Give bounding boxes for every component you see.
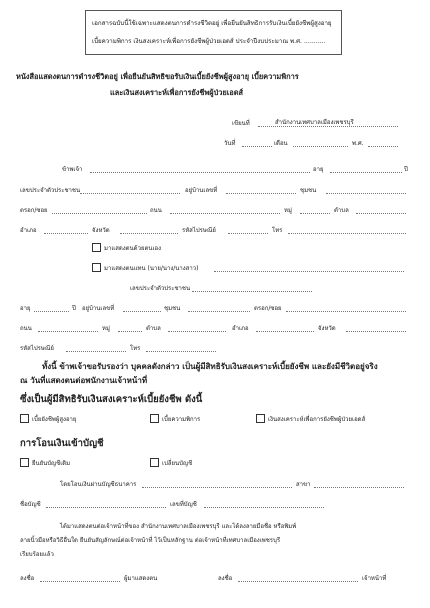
province-line (120, 233, 178, 234)
proxy-postcode-label: รหัสไปรษณีย์ (20, 345, 54, 352)
district-line (44, 233, 88, 234)
closing-line-2: ลายนิ้วมือหรือวิธีอื่นใด ยืนยันสัญลักษณ์ต่อเจ้าหน้าที่ ไว้เป็นหลักฐาน ต่อเจ้าหน้าที่เทศบาลเมืองเพชรบุรี (20, 537, 281, 544)
elderly-label: เบี้ยยังชีพผู้สูงอายุ (32, 416, 77, 423)
name-line (90, 172, 310, 173)
proxy-subdistrict-line (168, 331, 226, 332)
proxy-district-label: อำเภอ (232, 325, 249, 332)
proxy-alley-line (286, 311, 406, 312)
id-label: เลขประจำตัวประชาชน (20, 187, 81, 194)
proxy-road-label: ถนน (20, 325, 32, 332)
month-line (293, 146, 348, 147)
subdistrict-label: ตำบล (334, 207, 349, 214)
month-label: เดือน (274, 140, 288, 147)
title-line-1: หนังสือแสดงตนการดำรงชีวิตอยู่ เพื่อยืนยันสิทธิขอรับเงินเบี้ยยังชีพผู้สูงอายุ เบี้ยความพิการ (16, 72, 299, 81)
self-checkbox[interactable] (92, 243, 101, 252)
self-label: มาแสดงตนด้วยตนเอง (104, 245, 162, 252)
change-account-label: เปลี่ยนบัญชี (162, 460, 193, 467)
proxy-postcode-line (66, 351, 126, 352)
title-line-2: และเงินสงเคราะห์เพื่อการยังชีพผู้ป่วยเอดส์ (110, 88, 244, 97)
id-line (80, 193, 180, 194)
certify-line-2: ณ วันที่แสดงตนต่อพนักงานเจ้าหน้าที่ (20, 376, 148, 385)
signature-2-label: ลงชื่อ (218, 575, 233, 582)
proxy-moo-label: หมู่ (102, 325, 110, 332)
proxy-name-line (214, 271, 404, 272)
elderly-checkbox[interactable] (20, 414, 29, 423)
phone-label: โทร (272, 227, 283, 234)
proxy-alley-label: ตรอก/ซอย (254, 305, 282, 312)
road-line (170, 213, 280, 214)
proxy-house-label: อยู่บ้านเลขที่ (82, 305, 115, 312)
road-label: ถนน (150, 207, 162, 214)
disability-checkbox[interactable] (150, 414, 159, 423)
proxy-district-line (256, 331, 314, 332)
year-unit: ปี (404, 166, 408, 173)
signature-1-label: ลงชื่อ (20, 575, 35, 582)
proxy-year-label: ปี (72, 305, 76, 312)
account-no-line (204, 507, 324, 508)
branch-label: สาขา (296, 481, 311, 488)
account-no-label: เลขที่บัญชี (170, 501, 197, 508)
proxy-road-line (38, 331, 98, 332)
proxy-phone-label: โทร (130, 345, 141, 352)
proxy-community-line (188, 311, 250, 312)
date-line (242, 146, 272, 147)
year-label: พ.ศ. (352, 140, 364, 147)
postcode-line (228, 233, 268, 234)
proxy-id-label: เลขประจำตัวประชาชน (130, 285, 191, 292)
house-label: อยู่บ้านเลขที่ (185, 187, 218, 194)
year-line (368, 146, 398, 147)
signature-1-line (40, 581, 120, 582)
account-name-line (46, 507, 166, 508)
account-name-label: ชื่อบัญชี (20, 501, 41, 508)
date-label: วันที่ (224, 140, 236, 147)
age-label: อายุ (313, 166, 324, 173)
aids-checkbox[interactable] (256, 414, 265, 423)
notice-line-1: เอกสารฉบับนี้ใช้เฉพาะแสดงตนการดำรงชีวิตอยู่ เพื่อยืนยันสิทธิการรับเงินเบี้ยยังชีพผู้สูงอายุ (92, 20, 332, 27)
moo-label: หมู่ (284, 207, 292, 214)
change-account-checkbox[interactable] (150, 458, 159, 467)
write-at-label: เขียนที่ (232, 120, 250, 127)
confirm-account-checkbox[interactable] (20, 458, 29, 467)
province-label: จังหวัด (92, 227, 110, 234)
house-line (226, 193, 296, 194)
district-label: อำเภอ (20, 227, 37, 234)
proxy-subdistrict-label: ตำบล (146, 325, 161, 332)
notice-box (85, 10, 342, 55)
closing-line-1: ได้มาแสดงตนต่อเจ้าหน้าที่ของ สำนักงานเทศบาลเมืองเพชรบุรี และได้ลงลายมือชื่อ หรือพิมพ์ (60, 523, 297, 530)
confirm-account-label: ยืนยันบัญชีเดิม (32, 460, 71, 467)
disability-label: เบี้ยความพิการ (162, 416, 201, 423)
bank-label: โดยโอนเงินผ่านบัญชีธนาคาร (60, 481, 137, 488)
notice-line-2: เบี้ยความพิการ เงินสงเคราะห์เพื่อการยังชีพผู้ป่วยเอดส์ ประจำปีงบประมาณ พ.ศ. ........... (92, 38, 326, 45)
proxy-community-label: ชุมชน (164, 305, 181, 312)
bank-line (142, 487, 292, 488)
certify-line-1: ทั้งนี้ ข้าพเจ้าขอรับรองว่า บุคคลดังกล่าว เป็นผู้มีสิทธิรับเงินสงเคราะห์เบี้ยยังชีพ และยังมีชีวิตอยู่จริง (42, 362, 378, 371)
branch-line (314, 487, 404, 488)
postcode-label: รหัสไปรษณีย์ (182, 227, 216, 234)
proxy-checkbox[interactable] (92, 263, 101, 272)
write-at-value: สำนักงานเทศบาลเมืองเพชรบุรี (275, 119, 354, 126)
alley-line (52, 213, 147, 214)
signature-1-role: ผู้มาแสดงตน (124, 575, 158, 582)
aids-label: เงินสงเคราะห์เพื่อการยังชีพผู้ป่วยเอดส์ (268, 416, 366, 423)
transfer-heading: การโอนเงินเข้าบัญชี (20, 438, 104, 449)
signature-2-role: เจ้าหน้าที่ (362, 575, 387, 582)
proxy-house-line (123, 311, 161, 312)
proxy-age-label: อายุ (20, 305, 31, 312)
moo-line (300, 213, 330, 214)
proxy-phone-line (146, 351, 216, 352)
community-line (326, 193, 406, 194)
signature-2-line (238, 581, 358, 582)
proxy-moo-line (118, 331, 142, 332)
community-label: ชุมชน (300, 187, 317, 194)
proxy-id-line (192, 291, 312, 292)
age-line (330, 172, 402, 173)
proxy-province-label: จังหวัด (318, 325, 336, 332)
proxy-label: มาแสดงตนแทน (นาย/นาง/นางสาว) (104, 265, 199, 272)
subdistrict-line (356, 213, 406, 214)
benefits-heading: ซึ่งเป็นผู้มีสิทธิรับเงินสงเคราะห์เบี้ยยังชีพ ดังนี้ (20, 394, 203, 405)
name-label: ข้าพเจ้า (62, 166, 83, 173)
phone-line (288, 233, 406, 234)
proxy-age-line (34, 311, 69, 312)
closing-line-3: เรียบร้อยแล้ว (20, 551, 54, 558)
alley-label: ตรอก/ซอย (20, 207, 48, 214)
proxy-province-line (346, 331, 406, 332)
